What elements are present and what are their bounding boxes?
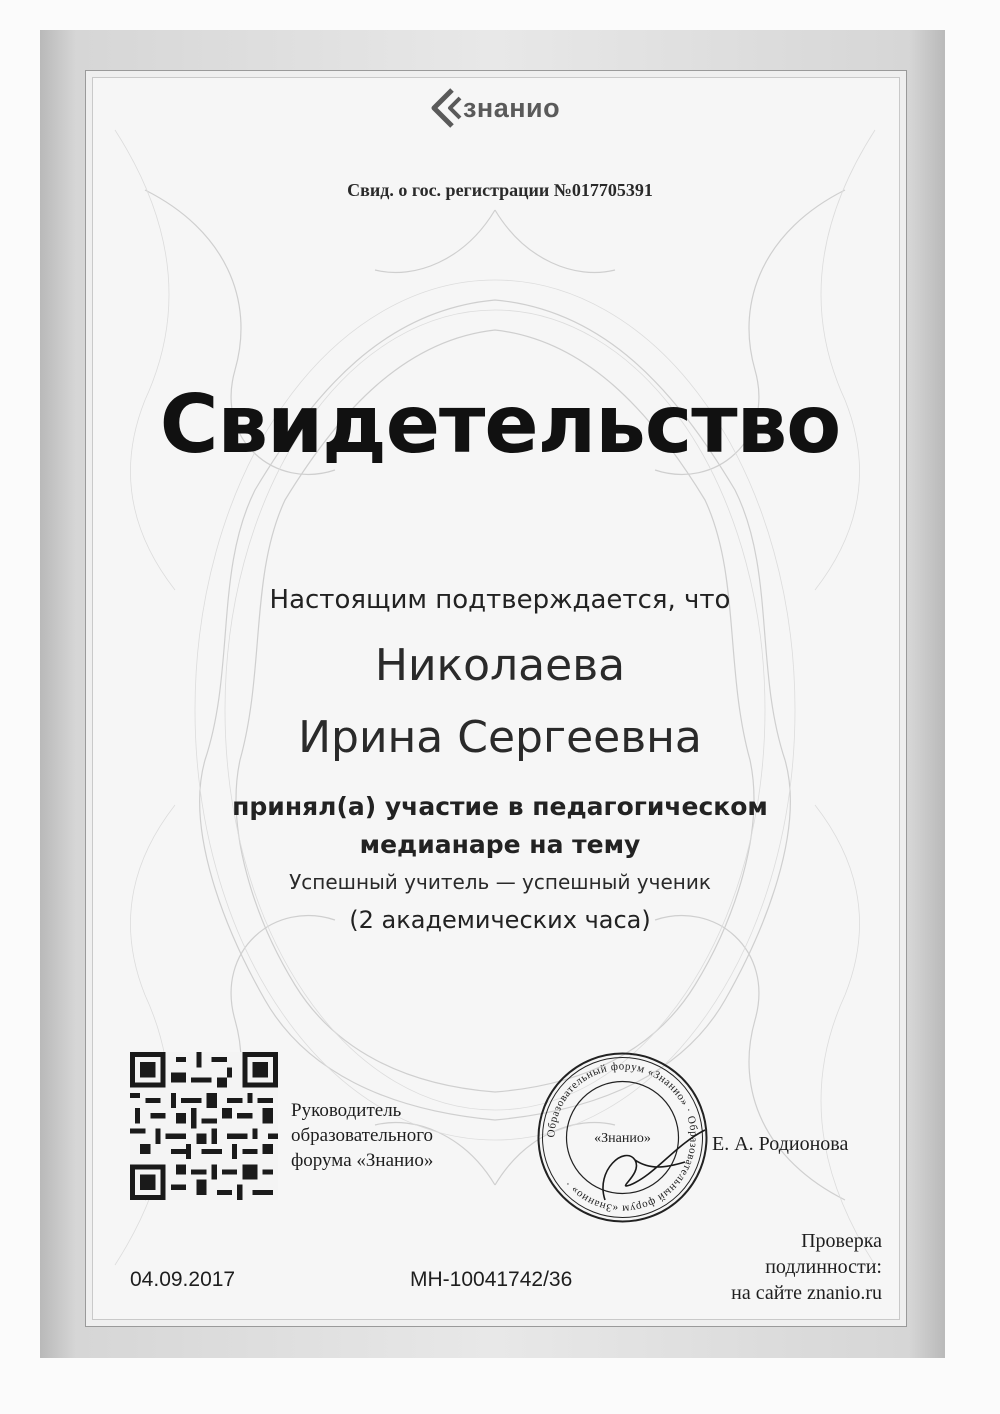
qr-code[interactable] (130, 1052, 278, 1200)
academic-hours: (2 академических часа) (349, 906, 651, 934)
znanio-logo (430, 86, 560, 130)
seal-ring-text: Образовательный форум «Знанио» · Образовательный форум «Знанио» · (545, 1060, 700, 1215)
certificate-title: Свидетельство (159, 378, 841, 471)
head-label-line-3: форума «Знанио» (291, 1150, 434, 1171)
signer-name: Е. А. Родионова (712, 1133, 849, 1155)
head-label-line-1: Руководитель (291, 1100, 402, 1121)
znanio-logo-text: знанио (463, 92, 561, 123)
webinar-topic: Успешный учитель — успешный ученик (289, 870, 711, 894)
participation-text (0, 788, 1000, 864)
seal-center-text: «Знанио» (594, 1131, 651, 1146)
head-of-forum-label (291, 1098, 433, 1173)
forum-seal (535, 1050, 710, 1225)
verification-line-2: подлинности: (765, 1256, 882, 1278)
participation-line-2: медианаре на тему (359, 830, 641, 859)
certificate-number: МН-10041742/36 (410, 1268, 573, 1291)
verification-link[interactable]: на сайте znanio.ru (731, 1282, 882, 1304)
confirmation-text: Настоящим подтверждается, что (269, 585, 731, 615)
participation-line-1: принял(а) участие в педагогическом (232, 792, 768, 821)
znanio-logo-icon (430, 86, 466, 130)
issue-date: 04.09.2017 (130, 1268, 236, 1291)
verification-line-1: Проверка (801, 1230, 882, 1252)
recipient-surname: Николаева (374, 640, 626, 691)
recipient-given-names: Ирина Сергеевна (298, 712, 702, 763)
verification-note (731, 1228, 882, 1306)
registration-number: Свид. о гос. регистрации №017705391 (347, 180, 653, 200)
head-label-line-2: образовательного (291, 1125, 434, 1146)
